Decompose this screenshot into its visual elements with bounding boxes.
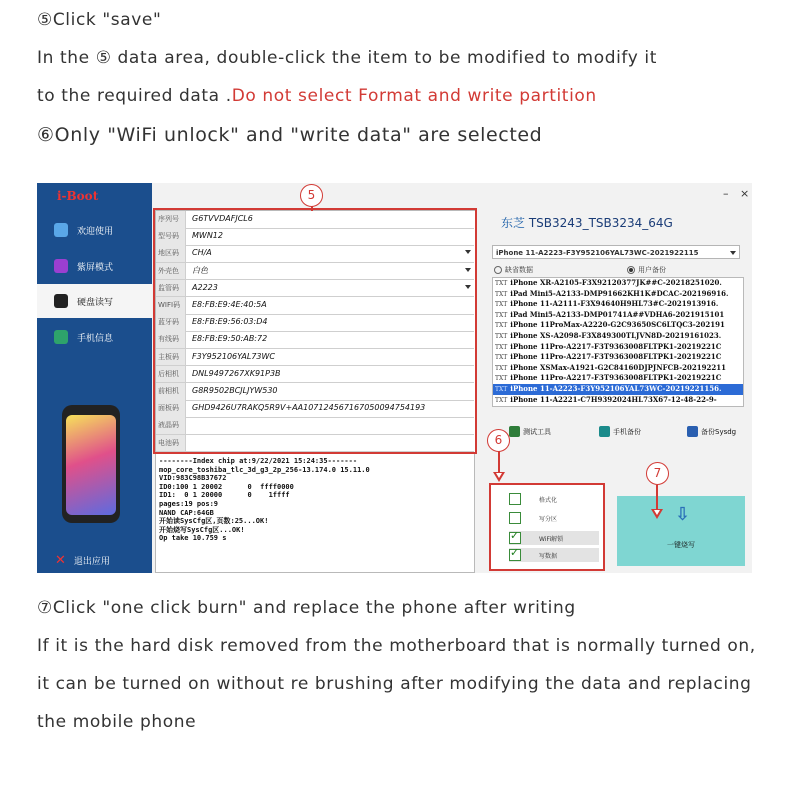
file-list-item[interactable] <box>493 352 743 363</box>
download-arrow-icon: ⇩ <box>675 504 691 525</box>
file-type-tag: TXT <box>495 332 508 340</box>
log-line: mop_core_toshiba_tlc_3d_g3_2p_256-13.174.0 15.11.0 <box>159 465 370 474</box>
info-key: WIFI码 <box>156 297 186 314</box>
chevron-down-icon <box>730 251 736 255</box>
step5-text: ⑤Click "save" <box>37 10 162 30</box>
backup-select-value: iPhone 11-A2223-F3Y952106YAL73WC-2021922115 <box>496 249 699 257</box>
checkbox-checked-icon[interactable] <box>509 532 521 544</box>
file-name: iPhone XSMax-A1921-G2C84160DJPJNFCB-202192211 <box>510 362 726 372</box>
log-output <box>155 453 475 573</box>
radio-default-data[interactable] <box>494 265 533 275</box>
radio-icon <box>494 266 502 274</box>
callout-6-line <box>498 449 500 474</box>
checkbox-icon[interactable] <box>509 512 521 524</box>
file-type-tag: TXT <box>495 396 508 404</box>
instruction-line-2: In the ⑤ data area, double-click the item to be modified to modify it <box>37 48 657 68</box>
info-value: G6TVVDAFJCL6 <box>192 214 253 223</box>
checkbox-checked-icon[interactable] <box>509 549 521 561</box>
close-icon: ✕ <box>55 553 66 568</box>
callout-7-arrow <box>651 509 663 519</box>
file-type-tag: TXT <box>495 375 508 383</box>
info-value: F3Y952106YAL73WC <box>192 351 275 361</box>
log-line: 开始读SysCfg区,页数:25...OK! <box>159 517 269 526</box>
file-name: iPhone 11-A2221-C7H9392024HL73X67-12-48-22-9- <box>510 394 717 404</box>
option-label: 格式化 <box>539 496 558 504</box>
log-line: Op take 10.759 s <box>159 534 227 543</box>
file-list-item[interactable] <box>493 299 743 310</box>
instruction-line-3 <box>37 86 597 106</box>
callout-6: 6 <box>487 429 510 452</box>
info-value: E8:FB:E9:4E:40:5A <box>192 300 267 309</box>
globe-icon <box>54 223 68 237</box>
one-click-burn-button[interactable] <box>617 496 745 566</box>
file-name: iPhone 11ProMax-A2220-G2C93650SC6LTQC3-202191 <box>510 320 725 330</box>
phone-backup-label: 手机备份 <box>613 427 641 436</box>
file-type-tag: TXT <box>495 301 508 309</box>
phone-image <box>62 405 120 523</box>
info-value: DNL9497267XK91P3B <box>192 368 281 378</box>
sidebar <box>37 183 152 573</box>
phone-backup-button[interactable] <box>599 426 641 437</box>
sidebar-item-2[interactable] <box>37 249 152 283</box>
instruction-warning: Do not select Format and write partition <box>231 86 597 106</box>
drive-title-cn: 东芝 <box>501 216 526 230</box>
file-name: iPhone 11Pro-A2217-F3T9363008FLTPK1-20219221C <box>510 373 722 383</box>
log-line: VID:983C98B37672 <box>159 474 227 483</box>
log-line: 开始烧写SysCfg区...OK! <box>159 525 245 534</box>
info-value: GHD9426U7RAKQ5R9V+AA107124567167050094754193 <box>192 403 426 413</box>
chip-icon <box>54 294 68 308</box>
info-value: E8:FB:E9:56:03:D4 <box>192 317 268 327</box>
option-4[interactable] <box>509 548 599 562</box>
sidebar-item-4[interactable] <box>37 320 152 354</box>
file-name: iPhone 11-A2223-F3Y952106YAL73WC-20219221156. <box>510 383 722 393</box>
exit-button[interactable] <box>55 553 110 568</box>
step6-text: ⑥Only "WiFi unlock" and "write data" are selected <box>37 124 543 146</box>
file-list-item[interactable] <box>493 278 743 289</box>
file-list-item[interactable] <box>493 289 743 300</box>
purple-screen-icon <box>54 259 68 273</box>
file-type-tag: TXT <box>495 364 508 372</box>
file-type-tag: TXT <box>495 354 508 362</box>
info-key: 蓝牙码 <box>156 314 186 331</box>
sidebar-item-1[interactable] <box>37 213 152 247</box>
file-name: iPad Mini5-A2133-DMP91662KH1K#DCAC-202196916. <box>510 288 729 298</box>
file-list-item[interactable] <box>493 373 743 384</box>
file-name: iPad Mini5-A2133-DMP01741A##VDHA6-2021915101 <box>510 309 725 319</box>
info-key: 外壳色 <box>156 263 186 280</box>
file-type-tag: TXT <box>495 385 508 393</box>
refresh-icon <box>54 330 68 344</box>
log-line: NAND CAP:64GB <box>159 508 214 517</box>
info-key: 主板码 <box>156 349 186 366</box>
callout-5-box <box>153 208 477 454</box>
upload-icon <box>687 426 698 437</box>
info-key: 序列号 <box>156 211 186 228</box>
radio-user-backup[interactable] <box>627 265 666 275</box>
info-value: MWN12 <box>192 231 223 241</box>
sysdiag-backup-label: 备份Sysdg <box>701 427 737 436</box>
instruction-bottom-1: If it is the hard disk removed from the motherboard that is normally turned on, <box>37 636 756 656</box>
file-name: iPhone 11-A2111-F3X94640H9HL73#C-2021913916. <box>510 299 719 309</box>
info-key: 型号码 <box>156 228 186 245</box>
test-tool-label: 测试工具 <box>523 427 551 436</box>
file-name: iPhone XR-A2105-F3X92120377JK##C-20218251020. <box>510 278 722 287</box>
log-line: ID0:100 1 20002 0 ffff0000 <box>159 482 294 491</box>
backup-select[interactable] <box>492 245 740 259</box>
callout-7-line <box>656 485 658 510</box>
one-click-burn-label: 一键烧写 <box>667 541 695 549</box>
file-list-item[interactable] <box>493 310 743 321</box>
info-value: A2223 <box>192 282 218 292</box>
file-list-item[interactable] <box>493 395 743 406</box>
log-line: ID1: 0 1 20000 0 1ffff <box>159 491 290 500</box>
option-1[interactable] <box>509 492 599 506</box>
backup-file-list <box>492 277 744 407</box>
file-name: iPhone 11Pro-A2217-F3T9363008FLTPK1-20219221C <box>510 341 722 351</box>
exit-label: 退出应用 <box>73 557 110 567</box>
minimize-button[interactable]: – <box>723 187 729 200</box>
drive-title-model: TSB3243_TSB3234_64G <box>528 216 673 230</box>
file-list-item[interactable] <box>493 363 743 374</box>
radio-selected-icon <box>627 266 635 274</box>
sidebar-item-label: 欢迎使用 <box>77 226 114 237</box>
write-options-box <box>489 483 605 571</box>
radio-default-label: 缺省数据 <box>505 266 533 274</box>
info-key: 前相机 <box>156 383 186 400</box>
callout-7: 7 <box>646 462 669 485</box>
info-value: 白色 <box>192 265 208 275</box>
info-key: 液晶码 <box>156 417 186 434</box>
close-button[interactable]: × <box>740 187 750 200</box>
file-type-tag: TXT <box>495 343 508 351</box>
file-list-item[interactable] <box>493 331 743 342</box>
file-list-item[interactable] <box>493 342 743 353</box>
file-type-tag: TXT <box>495 322 508 330</box>
info-value: CH/A <box>192 248 212 258</box>
sidebar-item-3[interactable] <box>37 284 152 318</box>
log-line: pages:19 pos:9 <box>159 499 219 508</box>
checkbox-icon[interactable] <box>509 493 521 505</box>
sidebar-item-label: 紫屏模式 <box>77 262 114 273</box>
option-label: 写分区 <box>539 515 558 523</box>
file-type-tag: TXT <box>495 280 508 287</box>
info-value: E8:FB:E9:50:AB:72 <box>192 334 268 344</box>
option-3[interactable] <box>509 531 599 545</box>
info-key: 后相机 <box>156 366 186 383</box>
radio-user-label: 用户备份 <box>638 266 666 274</box>
instruction-line-3-normal: to the required data . <box>37 86 232 106</box>
file-name: iPhone 11Pro-A2217-F3T9363008FLTPK1-20219221C <box>510 352 722 362</box>
option-label: 写数据 <box>539 552 558 560</box>
plus-icon <box>509 426 520 437</box>
info-key: 有线码 <box>156 331 186 348</box>
info-key: 电池码 <box>156 435 186 452</box>
info-key: 监管码 <box>156 280 186 297</box>
log-line: --------Index chip at:9/22/2021 15:24:35------- <box>159 457 358 465</box>
file-type-tag: TXT <box>495 311 508 319</box>
backup-icon <box>599 426 610 437</box>
file-type-tag: TXT <box>495 290 508 298</box>
option-2[interactable] <box>509 511 599 525</box>
info-key: 地区码 <box>156 245 186 262</box>
info-value: G8R9502BCJLJYW530 <box>192 386 278 395</box>
test-tool-button[interactable] <box>509 426 551 437</box>
sidebar-item-label: 手机信息 <box>77 333 114 344</box>
file-name: iPhone XS-A2098-F3X849300TLJVN8D-20219161023. <box>510 330 722 340</box>
callout-6-arrow <box>493 472 505 482</box>
instruction-bottom-2: it can be turned on without re brushing after modifying the data and replacing <box>37 674 752 694</box>
step7-text: ⑦Click "one click burn" and replace the phone after writing <box>37 598 576 618</box>
file-list-item[interactable] <box>493 384 743 395</box>
sysdiag-backup-button[interactable] <box>687 426 736 437</box>
instruction-bottom-3: the mobile phone <box>37 712 197 732</box>
file-list-item[interactable] <box>493 320 743 331</box>
sidebar-item-label: 硬盘读写 <box>77 297 114 308</box>
callout-5: 5 <box>300 184 323 207</box>
option-label: WiFi解锁 <box>539 535 564 543</box>
app-screenshot <box>37 183 752 573</box>
app-logo: i-Boot <box>57 189 99 203</box>
info-key: 面板码 <box>156 400 186 417</box>
drive-title <box>501 214 673 231</box>
